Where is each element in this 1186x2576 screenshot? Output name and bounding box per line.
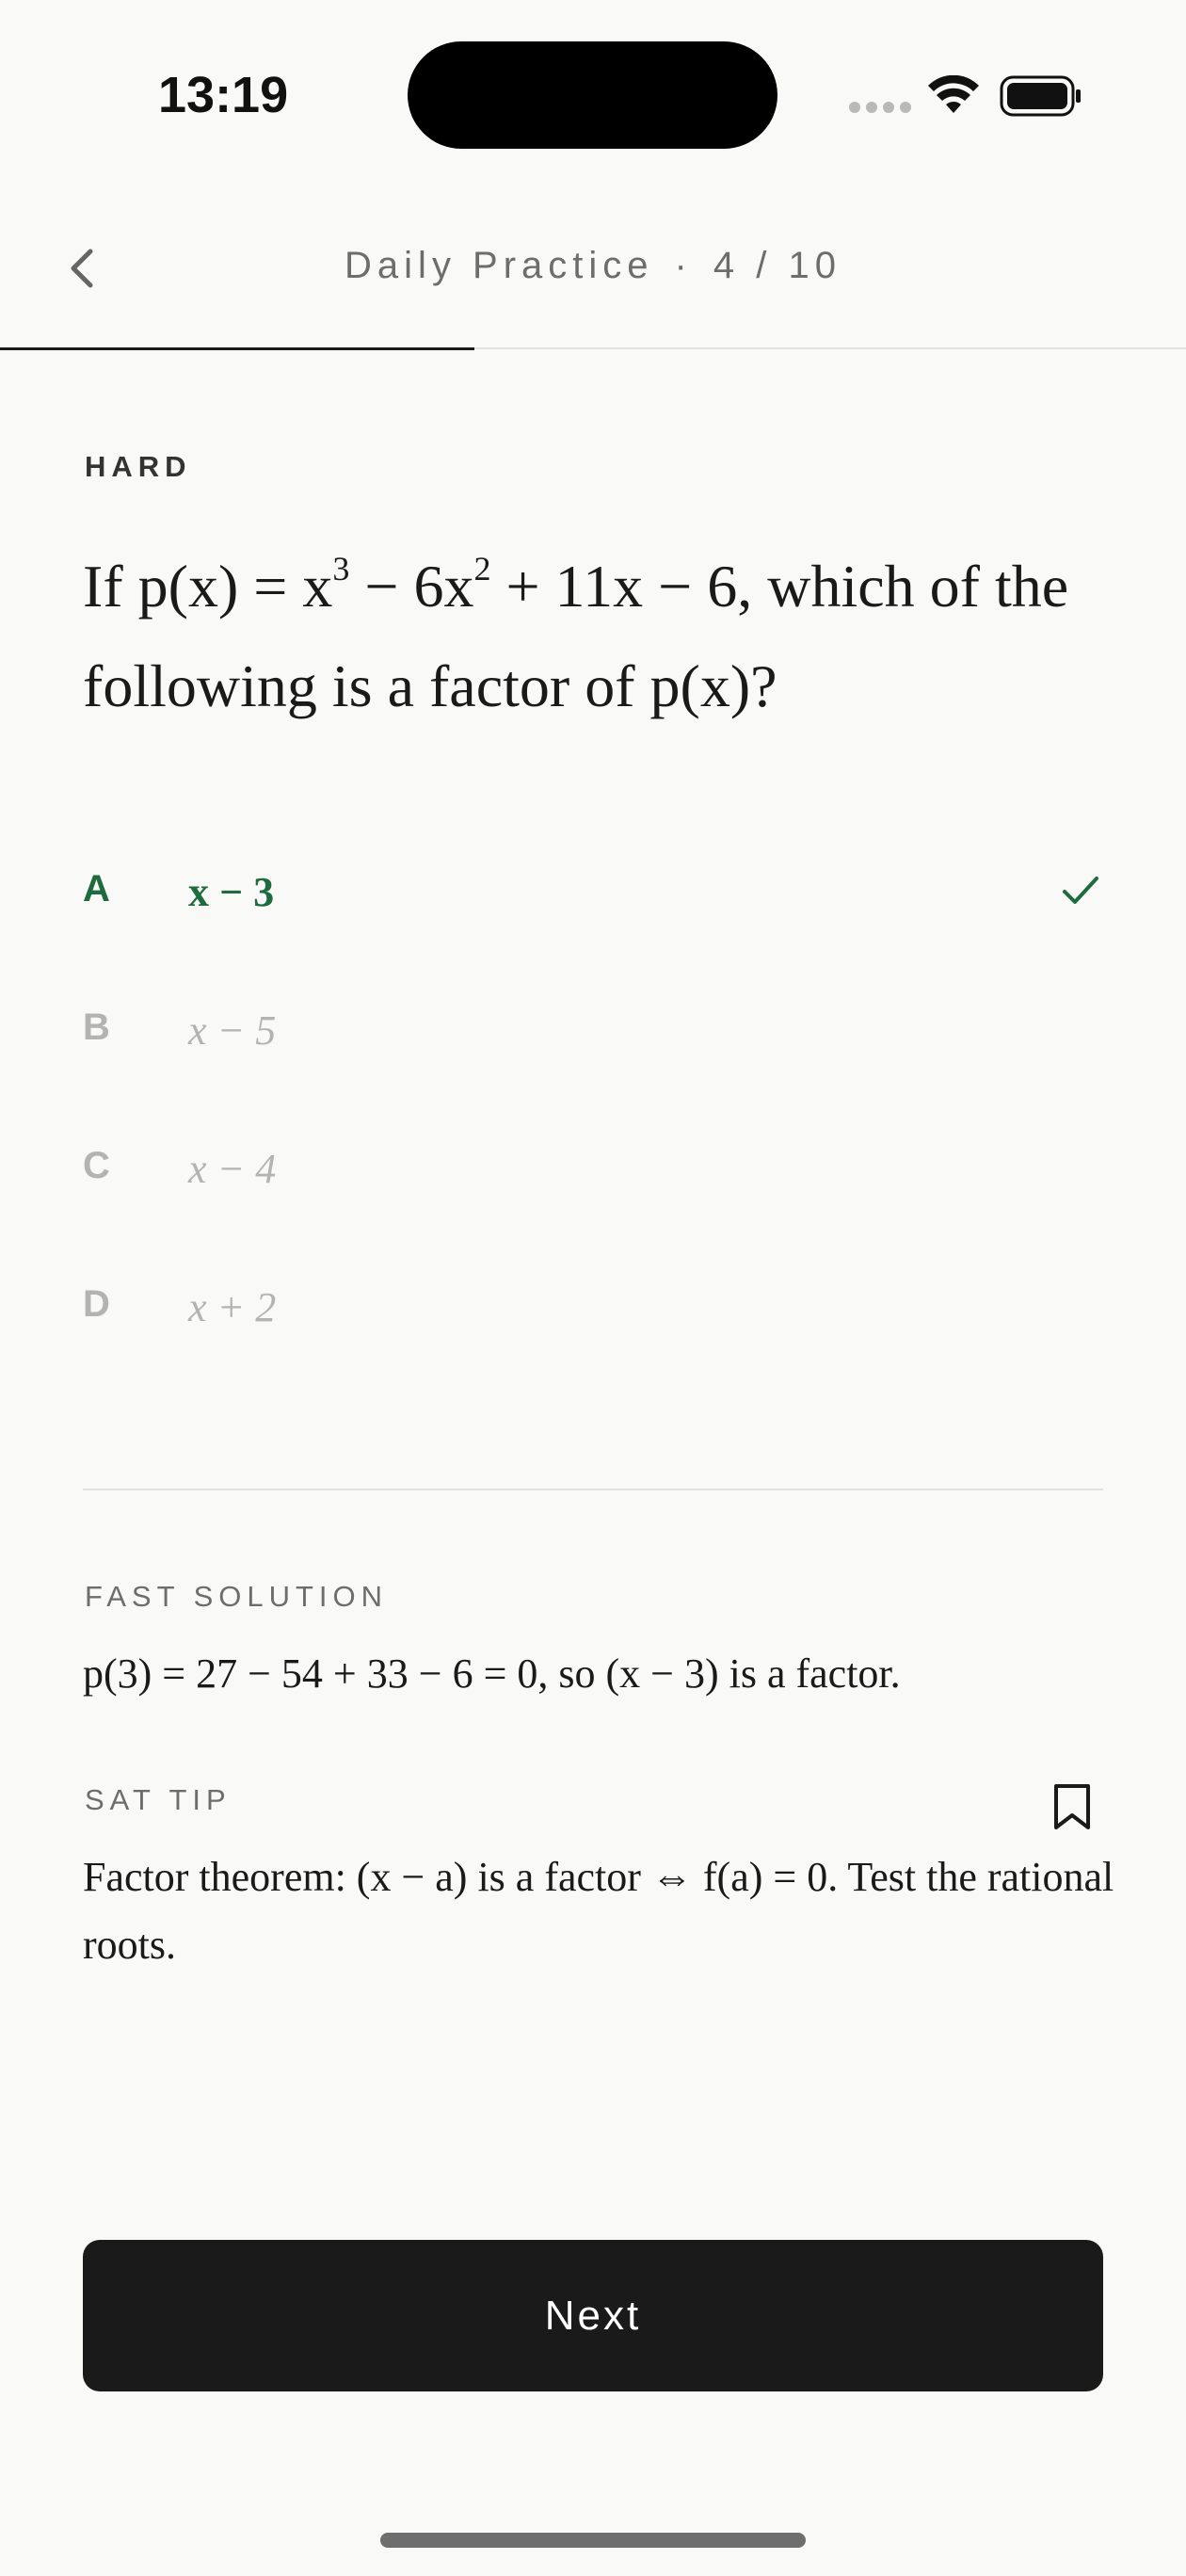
signal-icon	[849, 102, 911, 113]
option-letter: A	[83, 868, 110, 910]
practice-title: Daily Practice	[345, 245, 654, 286]
title-separator: ·	[674, 245, 693, 286]
option-text: x − 5	[188, 1007, 277, 1054]
option-letter: B	[83, 1006, 110, 1048]
option-letter: C	[83, 1145, 110, 1186]
top-nav	[0, 188, 1186, 348]
next-button[interactable]: Next	[83, 2240, 1103, 2391]
check-icon	[1060, 871, 1101, 909]
progress-fill	[0, 347, 474, 350]
option-b[interactable]	[0, 967, 1186, 1105]
question-counter: 4 / 10	[713, 245, 841, 286]
option-c[interactable]	[0, 1105, 1186, 1244]
option-a[interactable]	[0, 829, 1186, 967]
option-text: x − 3	[188, 869, 275, 915]
option-d[interactable]	[0, 1244, 1186, 1382]
battery-icon	[1000, 75, 1082, 117]
progress-bar	[0, 347, 1186, 349]
status-bar	[0, 0, 1186, 188]
sat-tip-text: Factor theorem: (x − a) is a factor ⇔ f(a) = 0. Test the rational roots.	[83, 1854, 1114, 1968]
dynamic-island	[408, 41, 777, 149]
nav-title	[0, 245, 1186, 287]
fast-solution-label: FAST SOLUTION	[85, 1580, 389, 1613]
section-divider	[83, 1489, 1103, 1490]
bookmark-icon[interactable]	[1050, 1782, 1094, 1831]
option-text: x − 4	[188, 1146, 277, 1192]
status-time: 13:19	[158, 67, 289, 123]
home-indicator	[380, 2533, 806, 2548]
option-text: x + 2	[188, 1284, 277, 1330]
question-text: If $p(x) = x^3 - 6x^2 + 11x - 6$, which of the following is a factor of p(x)?	[83, 550, 1069, 719]
sat-tip-label: SAT TIP	[85, 1783, 232, 1816]
difficulty-label: HARD	[85, 450, 192, 483]
wifi-icon	[927, 75, 980, 115]
fast-solution-text: p(3) = 27 − 54 + 33 − 6 = 0, so (x − 3) is a factor.	[83, 1650, 901, 1697]
option-letter: D	[83, 1283, 110, 1325]
